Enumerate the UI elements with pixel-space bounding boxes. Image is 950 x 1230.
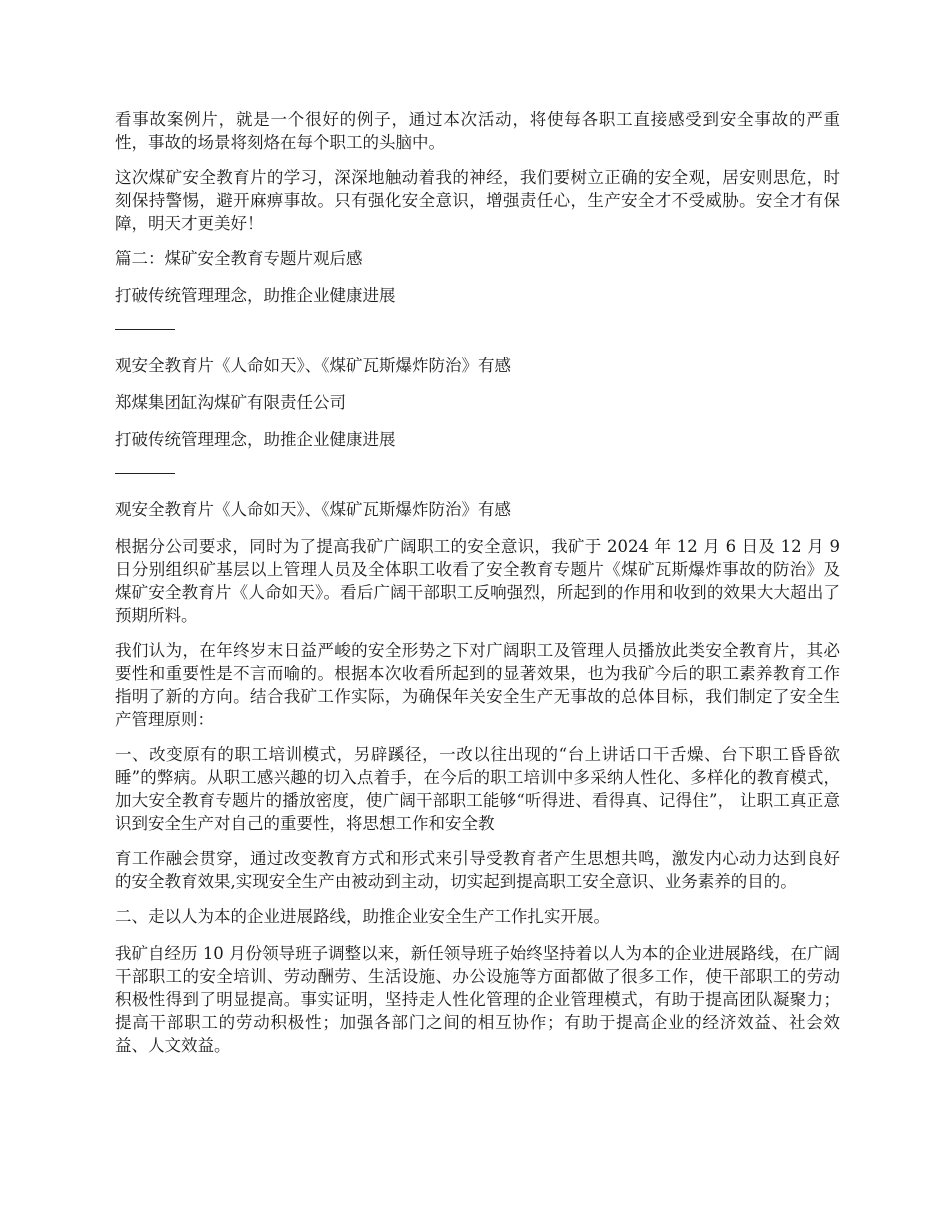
section-heading: 二、走以人为本的企业进展路线，助推企业安全生产工作扎实开展。 xyxy=(115,907,610,926)
article-title: 观安全教育片《人命如天》、《煤矿瓦斯爆炸防治》有感 xyxy=(115,356,511,375)
paragraph: 看事故案例片，就是一个很好的例子，通过本次活动，将使每各职工直接感受到安全事故的严重性，事故的场景将刻烙在每个职工的头脑中。 xyxy=(115,110,840,152)
document-page xyxy=(115,108,840,1069)
paragraph: 我们认为，在年终岁末日益严峻的安全形势之下对广阔职工及管理人员播放此类安全教育片，其必要性和重要性是不言而喻的。根据本次收看所起到的显著效果，也为我矿今后的职工素养教育工作指明了新的方向。结合我矿工作实际，为确保年关安全生产无事故的总体目标，我们制定了安全生产管理原则： xyxy=(115,641,840,729)
subtitle: 打破传统管理理念，助推企业健康进展 xyxy=(115,430,396,449)
paragraph: 一、改变原有的职工培训模式，另辟蹊径，一改以往出现的“台上讲话口干舌燥、台下职工昏昏欲睡”的弊病。从职工感兴趣的切入点着手，在今后的职工培训中多采纳人性化、多样化的教育模式， 加大安全教育专题片的播放密度，使广阔干部职工能够“听得进、看得真、记得住”， 让职工真正意识到安全生产对自己的重要性，将思想工作和安全教 xyxy=(115,745,840,833)
subtitle: 打破传统管理理念，助推企业健康进展 xyxy=(115,286,396,305)
section-heading: 篇二：煤矿安全教育专题片观后感 xyxy=(115,249,363,268)
paragraph: 我矿自经历 10 月份领导班子调整以来，新任领导班子始终坚持着以人为本的企业进展路线，在广阔干部职工的安全培训、劳动酬劳、生活设施、办公设施等方面都做了很多工作，使干部职工的劳动积极性得到了明显提高。事实证明，坚持走人性化管理的企业管理模式，有助于提高团队凝聚力；提高干部职工的劳动积极性；加强各部门之间的相互协作；有助于提高企业的经济效益、社会效益、人文效益。 xyxy=(115,944,840,1055)
paragraph: 根据分公司要求，同时为了提高我矿广阔职工的安全意识，我矿于 2024 年 12 月 6 日及 12 月 9 日分别组织矿基层以上管理人员及全体职工收看了安全教育专题片《煤矿瓦斯爆炸事故的防治》及煤矿安全教育片《人命如天》。看后广阔干部职工反响强烈，所起到的作用和收到的效果大大超出了预期所料。 xyxy=(115,537,840,625)
article-title: 观安全教育片《人命如天》、《煤矿瓦斯爆炸防治》有感 xyxy=(115,500,511,519)
company-name: 郑煤集团缸沟煤矿有限责任公司 xyxy=(115,393,346,412)
separator-rule xyxy=(115,473,175,474)
paragraph: 这次煤矿安全教育片的学习，深深地触动着我的神经，我们要树立正确的安全观，居安则思危，时刻保持警惕，避开麻痹事故。只有强化安全意识，增强责任心，生产安全才不受威胁。安全才有保障，明天才更美好！ xyxy=(115,168,840,233)
paragraph: 育工作融会贯穿，通过改变教育方式和形式来引导受教育者产生思想共鸣，激发内心动力达到良好的安全教育效果,实现安全生产由被动到主动，切实起到提高职工安全意识、业务素养的目的。 xyxy=(115,849,840,891)
separator-rule xyxy=(115,329,175,330)
